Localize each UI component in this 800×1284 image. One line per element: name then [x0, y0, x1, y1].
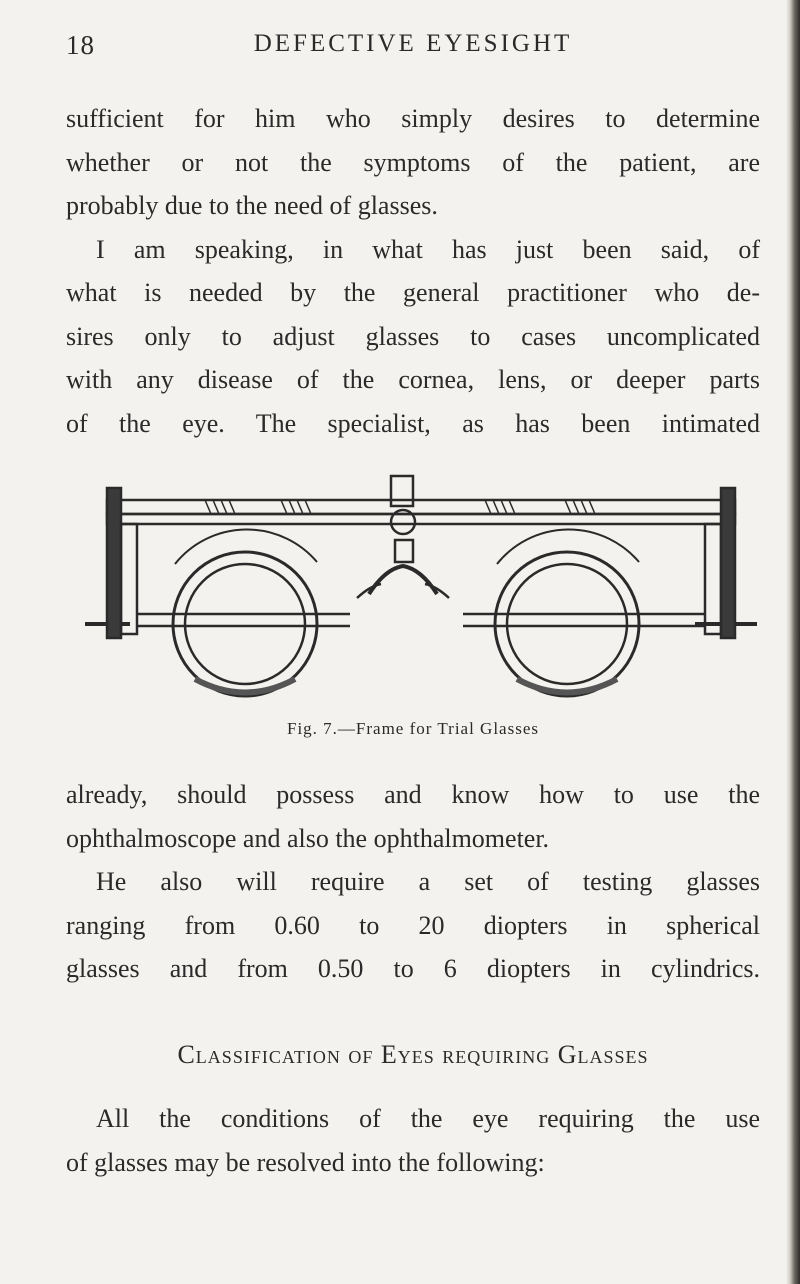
left-lens-ring: [173, 552, 317, 696]
left-post: [107, 488, 121, 638]
running-head-title: DEFECTIVE EYESIGHT: [253, 30, 573, 57]
text-line: I am speaking, in what has just been said, of: [96, 234, 760, 264]
page-number: 18: [66, 30, 95, 60]
text-line: sufficient for him who simply desires to determine: [66, 104, 760, 133]
section-heading: Classification of Eyes requiring Glasses: [177, 1040, 649, 1069]
text-block-top: [66, 97, 760, 445]
nose-piece: [369, 566, 437, 594]
text-line: what is needed by the general practitioner who de-: [66, 278, 760, 307]
text-block-middle: [66, 773, 760, 991]
text-block-bottom: [66, 1097, 760, 1184]
trial-frame-drawing: [85, 474, 757, 710]
text-line: glasses and from 0.50 to 6 diopters in cylindrics.: [66, 954, 760, 983]
text-line: sires only to adjust glasses to cases uncomplicated: [66, 321, 760, 351]
figure-caption: Fig. 7.—Frame for Trial Glasses: [287, 719, 539, 738]
bridge-lower-block: [395, 540, 413, 562]
right-post: [721, 488, 735, 638]
top-bar-lower: [107, 514, 735, 524]
left-inner-post: [121, 524, 137, 634]
left-lens-inner: [185, 564, 305, 684]
trial-frame-illustration: [85, 474, 757, 710]
text-line: He also will require a set of testing glasses: [96, 867, 760, 896]
text-line: probably due to the need of glasses.: [66, 191, 438, 220]
text-line: of glasses may be resolved into the following:: [66, 1147, 545, 1177]
bridge-block: [391, 476, 413, 506]
text-line: already, should possess and know how to use the: [66, 780, 760, 809]
left-lower-shade: [195, 679, 295, 693]
text-line: whether or not the symptoms of the patient, are: [66, 147, 760, 177]
left-scale-arc: [175, 529, 317, 564]
right-lower-shade: [517, 679, 617, 693]
right-scale-arc: [497, 529, 639, 564]
page-edge-shadow: [786, 0, 800, 1284]
text-line: ophthalmoscope and also the ophthalmometer.: [66, 823, 550, 853]
right-inner-post: [705, 524, 721, 634]
text-line: of the eye. The specialist, as has been intimated: [66, 408, 760, 438]
top-bar: [107, 500, 735, 514]
right-lens-inner: [507, 564, 627, 684]
text-line: All the conditions of the eye requiring the use: [96, 1104, 760, 1133]
running-head: [66, 30, 760, 70]
text-line: with any disease of the cornea, lens, or deeper parts: [66, 365, 760, 394]
right-lens-ring: [495, 552, 639, 696]
text-line: ranging from 0.60 to 20 diopters in spherical: [66, 910, 760, 940]
